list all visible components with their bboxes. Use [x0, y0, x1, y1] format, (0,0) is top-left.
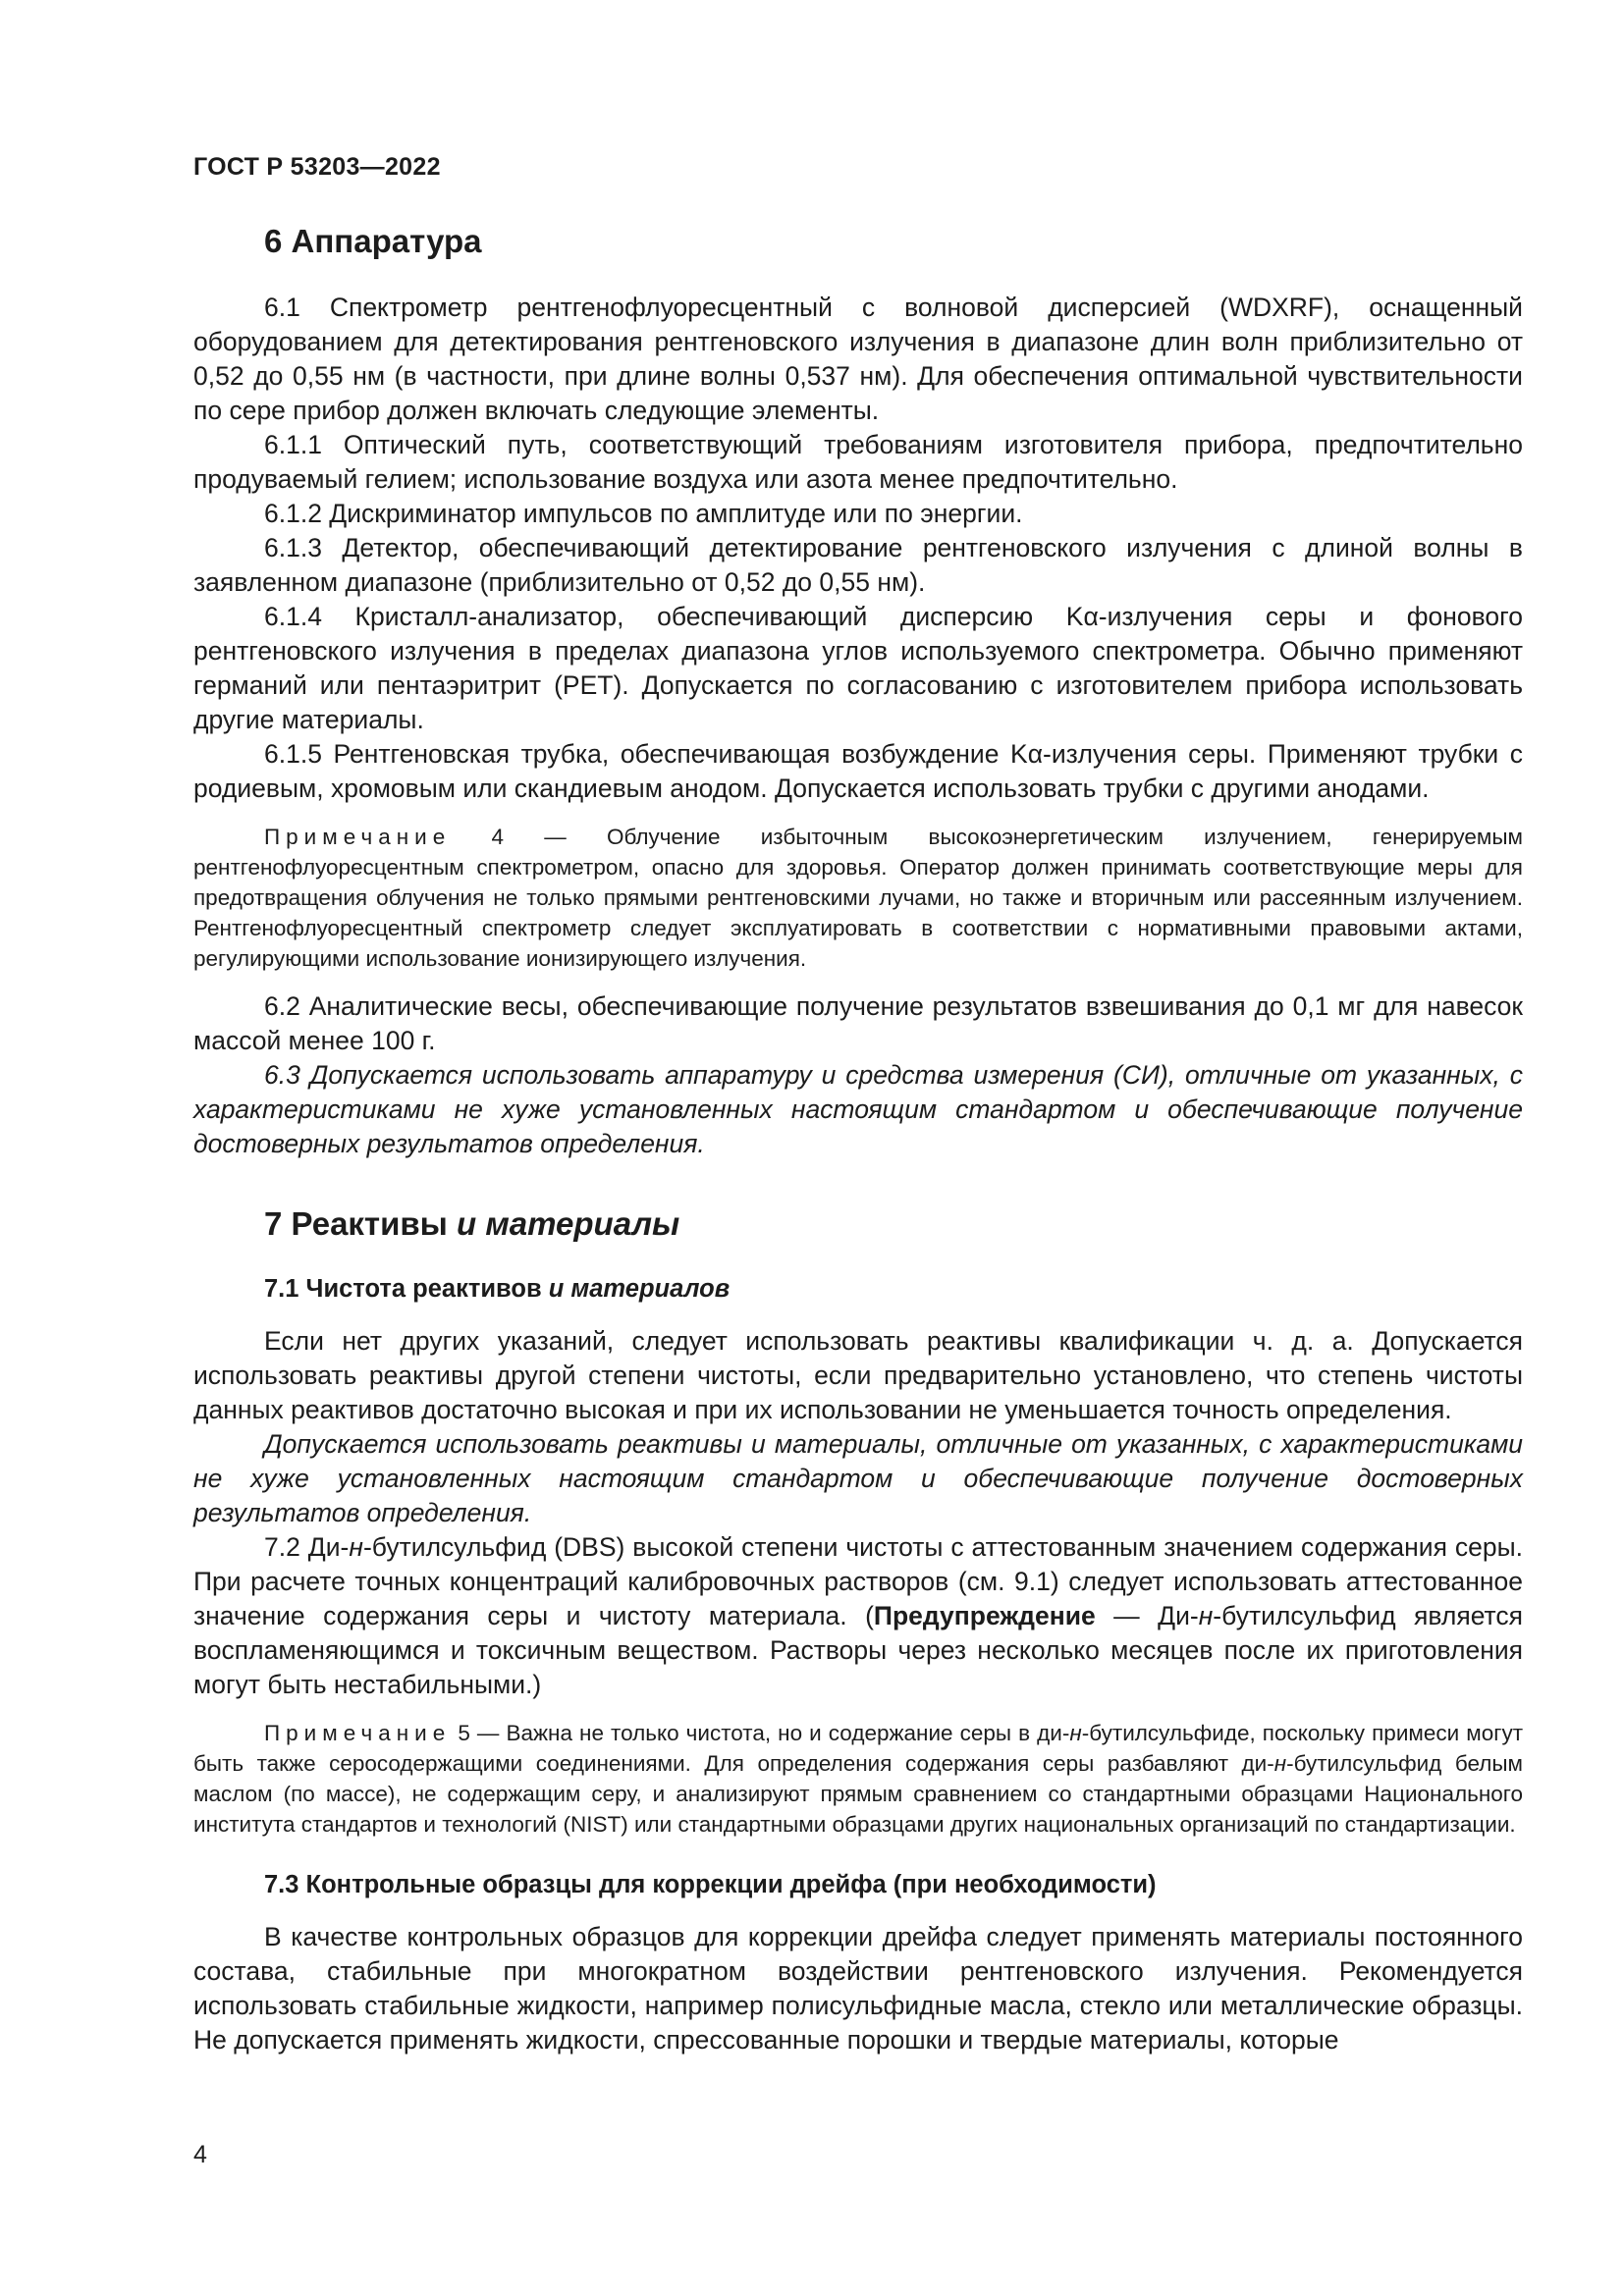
section-7-heading-main: 7 Реактивы [264, 1205, 448, 1242]
section-7-heading-italic: и материалы [457, 1205, 680, 1242]
note-4 [193, 822, 1523, 974]
paragraph-6-2: 6.2 Аналитические весы, обеспечивающие получение результатов взвешивания до 0,1 мг для навесок массой менее 100 г. [193, 991, 1523, 1055]
page-content [193, 222, 1523, 2057]
section-6-heading: 6 Аппаратура [264, 223, 482, 259]
p7-2-part-c: -бутилсульфид (DBS) высокой степени чистоты с аттестованным значением содержания серы. При расчете точных концентраций калибровочных растворов (см. 9.1) следует использовать аттестованное значение содержания серы и чистоту материала. ( [193, 1532, 1524, 1630]
p7-2-part-e: — Ди- [1095, 1601, 1199, 1630]
note-5-part-a: 5 — Важна не только чистота, но и содержание серы в ди- [458, 1721, 1070, 1745]
paragraph-7-1: Если нет других указаний, следует использовать реактивы квалификации ч. д. а. Допускается использовать реактивы другой степени чистоты, если предварительно установлено, что степень чистоты данных реактивов достаточно высокая и при их использовании не уменьшается точность определения. [193, 1326, 1523, 1424]
paragraph-6-1-1: 6.1.1 Оптический путь, соответствующий требованиям изготовителя прибора, предпочтительно продуваемый гелием; использование воздуха или азота менее предпочтительно. [193, 430, 1523, 494]
paragraph-6-1-2: 6.1.2 Дискриминатор импульсов по амплитуде или по энергии. [264, 499, 1023, 528]
p7-2-part-g: -бутилсульфид является воспламеняющимся и токсичным веществом. Растворы через несколько месяцев после их приготовления могут быть нестабильными.) [193, 1601, 1523, 1699]
note-4-text: 4 — Облучение избыточным высокоэнергетическим излучением, генерируемым рентгенофлуоресцентным спектрометром, опасно для здоровья. Оператор должен принимать соответствующие меры для предотвращения облучения не только прямыми рентгеновскими лучами, но также и вторичным или рассеянным излучением. Рентгенофлуоресцентный спектрометр следует эксплуатировать в соответствии с нормативными правовыми актами, регулирующими использование ионизирующего излучения. [193, 825, 1523, 971]
paragraph-7-1-italic: Допускается использовать реактивы и материалы, отличные от указанных, с характеристиками не хуже установленных настоящим стандартом и обеспечивающие получение достоверных результатов определения. [193, 1429, 1523, 1527]
paragraph-7-3: В качестве контрольных образцов для коррекции дрейфа следует применять материалы постоянного состава, стабильные при многократном воздействии рентгеновского излучения. Рекомендуется использовать стабильные жидкости, например полисульфидные масла, стекло или металлические образцы. Не допускается применять жидкости, спрессованные порошки и твердые материалы, которые [193, 1922, 1523, 2055]
section-7-heading [264, 1204, 1523, 1244]
warning-label: Предупреждение [873, 1601, 1096, 1630]
note-5-part-e: -бутилсульфид белым маслом (по массе), не содержащим серу, и анализируют прямым сравнением со стандартными образцами Национального института стандартов и технологий (NIST) или стандартными образцами других национальных организаций по стандартизации. [193, 1751, 1523, 1837]
paragraph-6-1-3: 6.1.3 Детектор, обеспечивающий детектирование рентгеновского излучения с длиной волны в заявленном диапазоне (приблизительно от 0,52 до 0,55 нм). [193, 533, 1523, 597]
note-5-label: Примечание [264, 1721, 452, 1745]
subsection-7-3-heading: 7.3 Контрольные образцы для коррекции дрейфа (при необходимости) [264, 1871, 1157, 1898]
document-code: ГОСТ Р 53203—2022 [193, 153, 441, 181]
subsection-7-1-heading [264, 1273, 1523, 1305]
note-5-n-2: н [1273, 1751, 1287, 1776]
p7-2-n-2: н [1198, 1601, 1214, 1630]
note-5 [193, 1718, 1523, 1840]
p7-2-n-1: н [349, 1532, 363, 1562]
p7-2-part-a: 7.2 Ди- [264, 1532, 350, 1562]
paragraph-6-1-4: 6.1.4 Кристалл-анализатор, обеспечивающий дисперсию Kα-излучения серы и фонового рентгеновского излучения в пределах диапазона углов используемого спектрометра. Обычно применяют германий или пентаэритрит (PET). Допускается по согласованию с изготовителем прибора использовать другие материалы. [193, 602, 1523, 734]
note-5-part-c: -бутилсульфиде, поскольку примеси могут быть также серосодержащими соединениями. Для определения содержания серы разбавляют ди- [193, 1721, 1523, 1776]
paragraph-6-1-5: 6.1.5 Рентгеновская трубка, обеспечивающая возбуждение Kα-излучения серы. Применяют трубки с родиевым, хромовым или скандиевым анодом. Допускается использовать трубки с другими анодами. [193, 739, 1523, 803]
subsection-7-1-heading-main: 7.1 Чистота реактивов [264, 1275, 542, 1303]
paragraph-6-1: 6.1 Спектрометр рентгенофлуоресцентный с волновой дисперсией (WDXRF), оснащенный оборудованием для детектирования рентгеновского излучения в диапазоне длин волн приблизительно от 0,52 до 0,55 нм (в частности, при длине волны 0,537 нм). Для обеспечения оптимальной чувствительности по сере прибор должен включать следующие элементы. [193, 293, 1523, 425]
note-4-label: Примечание [264, 825, 452, 849]
paragraph-7-2 [193, 1530, 1523, 1702]
page-number: 4 [193, 2141, 207, 2168]
note-5-n-1: н [1069, 1721, 1082, 1745]
paragraph-6-3: 6.3 Допускается использовать аппаратуру и средства измерения (СИ), отличные от указанных, с характеристиками не хуже установленных настоящим стандартом и обеспечивающие получение достоверных результатов определения. [193, 1060, 1523, 1158]
subsection-7-1-heading-italic: и материалов [548, 1275, 731, 1303]
